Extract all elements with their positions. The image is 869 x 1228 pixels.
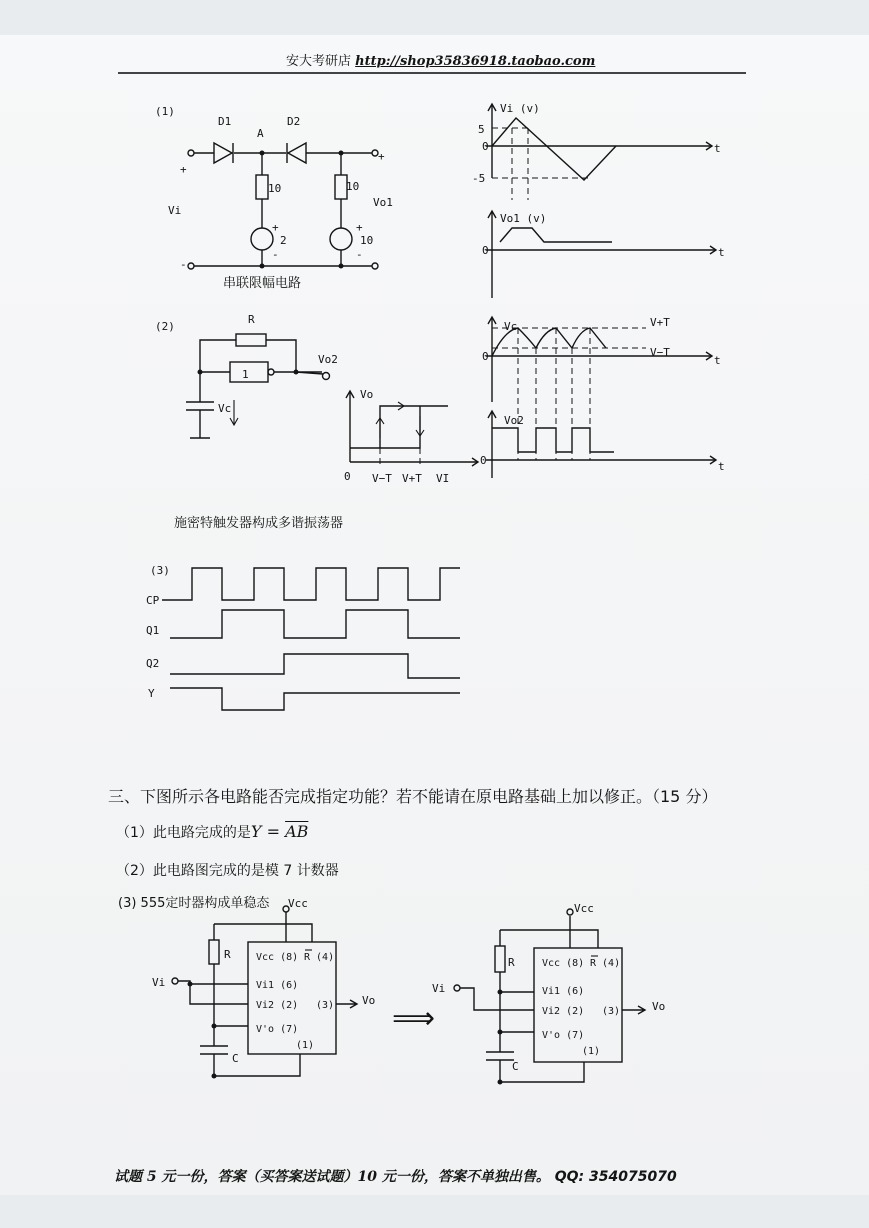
pin-vcc-2: Vcc (8): [542, 958, 585, 969]
vt-plus-right: V+T: [650, 316, 670, 329]
r2-label: 10: [346, 180, 360, 193]
vi-label: Vi: [168, 204, 182, 217]
item1-formula-eq: =: [261, 822, 286, 841]
vo2-label: Vo2: [318, 353, 338, 366]
vo2-axis: Vo2: [504, 414, 524, 427]
schmitt-oscillator-circuit: [155, 313, 338, 438]
pin-out: (3): [316, 1000, 335, 1011]
pin-gnd: (1): [296, 1040, 315, 1051]
src1-plus: +: [272, 221, 279, 234]
source-10v: [330, 228, 352, 250]
vt-minus: V−T: [372, 472, 392, 485]
src2-minus: -: [356, 248, 363, 261]
caption-series-clipper: 串联限幅电路: [223, 276, 302, 291]
signal-cp: CP: [146, 594, 160, 607]
pin-vi1-2: Vi1 (6): [542, 986, 585, 997]
vo1-label: Vo1: [373, 196, 393, 209]
vi-zero: 0: [482, 140, 489, 153]
r-label: R: [248, 313, 255, 326]
vi-label-2: Vi: [432, 982, 446, 995]
section-3-title: 三、下图所示各电路能否完成指定功能？若不能请在原电路基础上加以修正。（15 分）: [108, 787, 718, 806]
pin-gnd-2: (1): [582, 1046, 601, 1057]
shop-name: 安大考研店: [286, 54, 352, 69]
circuit-555-corrected: [432, 902, 665, 1085]
part2-number: (2): [155, 320, 175, 333]
footer-text: 试题 5 元一份，答案（买答案送试题）10 元一份，答案不单独出售。: [114, 1169, 550, 1185]
plus-left: +: [180, 163, 187, 176]
diode-d1: [214, 143, 233, 163]
src2-value: 10: [360, 234, 374, 247]
src1-minus: -: [272, 248, 279, 261]
pin-discharge: V'o (7): [256, 1024, 299, 1035]
vi-axis: VI: [436, 472, 450, 485]
vi-waveform: [472, 102, 721, 200]
pin-vi2: Vi2 (2): [256, 1000, 299, 1011]
vo2-zero: 0: [480, 454, 487, 467]
tick-pos5: 5: [478, 123, 485, 136]
resistor-1: [256, 175, 268, 199]
circuit-555-original: [152, 897, 375, 1079]
vc-axis: Vc: [504, 320, 518, 333]
vc-label: Vc: [218, 402, 232, 415]
series-clipper-circuit: [155, 105, 393, 271]
part3-number: (3): [150, 564, 170, 577]
pin-rbar: R (4): [304, 952, 335, 963]
vo1-waveform: [482, 211, 725, 298]
pin-vi2-2: Vi2 (2): [542, 1006, 585, 1017]
vi-axis-label: Vi (v): [500, 102, 540, 115]
correction-arrow: ⟹: [392, 1001, 436, 1036]
resistor-r: [236, 334, 266, 346]
schmitt-gate: [230, 362, 268, 382]
vo-axis: Vo: [360, 388, 374, 401]
r-label-1: R: [224, 948, 231, 961]
signal-q2: Q2: [146, 657, 160, 670]
pin-vi1: Vi1 (6): [256, 980, 299, 991]
d2-label: D2: [287, 115, 301, 128]
r-label-2: R: [508, 956, 515, 969]
pin-rbar-2: R (4): [590, 958, 621, 969]
shop-url: http://shop35836918.taobao.com: [355, 54, 596, 69]
r1-label: 10: [268, 182, 282, 195]
vi-label-1: Vi: [152, 976, 166, 989]
d1-label: D1: [218, 115, 232, 128]
vcc-label-2: Vcc: [574, 902, 594, 915]
c-label-2: C: [512, 1060, 519, 1073]
vt-plus: V+T: [402, 472, 422, 485]
item1-formula-ab: $\overline{AB}$: [285, 822, 309, 841]
tick-neg5: -5: [472, 172, 486, 185]
caption-schmitt-oscillator: 施密特触发器构成多谐振荡器: [174, 516, 344, 531]
footer-qq: QQ: 354075070: [554, 1169, 677, 1185]
section-3-item1: [116, 822, 308, 842]
vo1-t: t: [718, 246, 725, 259]
transfer-characteristic: [344, 388, 478, 485]
vo2-t: t: [718, 460, 725, 473]
signal-q1: Q1: [146, 624, 160, 637]
part1-number: (1): [155, 105, 175, 118]
vcc-label: Vcc: [288, 897, 308, 910]
vc-t: t: [714, 354, 721, 367]
vt-minus-right: V−T: [650, 346, 670, 359]
src2-plus: +: [356, 221, 363, 234]
vo-label-2: Vo: [652, 1000, 666, 1013]
vc-zero: 0: [482, 350, 489, 363]
pin-discharge-2: V'o (7): [542, 1030, 585, 1041]
c-label-1: C: [232, 1052, 239, 1065]
plus-right: +: [378, 150, 385, 163]
vo1-axis-label: Vo1 (v): [500, 212, 547, 225]
source-2v: [251, 228, 273, 250]
vo-label-1: Vo: [362, 994, 376, 1007]
node-a-label: A: [257, 127, 264, 140]
page-footer: [114, 1166, 677, 1186]
section-3-item2: （2）此电路图完成的是模 7 计数器: [116, 863, 339, 879]
diode-d2: [287, 143, 306, 163]
vo2-waveform: [480, 411, 725, 478]
vi-t: t: [714, 142, 721, 155]
item1-prefix: （1）此电路完成的是: [116, 825, 251, 841]
transfer-zero: 0: [344, 470, 351, 483]
pin-out-2: (3): [602, 1006, 621, 1017]
timing-diagram: [146, 564, 460, 710]
minus-left: -: [180, 258, 187, 271]
item1-formula-y: Y: [250, 822, 262, 841]
pin-vcc: Vcc (8): [256, 952, 299, 963]
gate-label: 1: [242, 368, 249, 381]
src1-value: 2: [280, 234, 287, 247]
signal-y: Y: [148, 687, 155, 700]
section-3-item3: (3) 555定时器构成单稳态: [118, 896, 270, 911]
vo1-zero: 0: [482, 244, 489, 257]
